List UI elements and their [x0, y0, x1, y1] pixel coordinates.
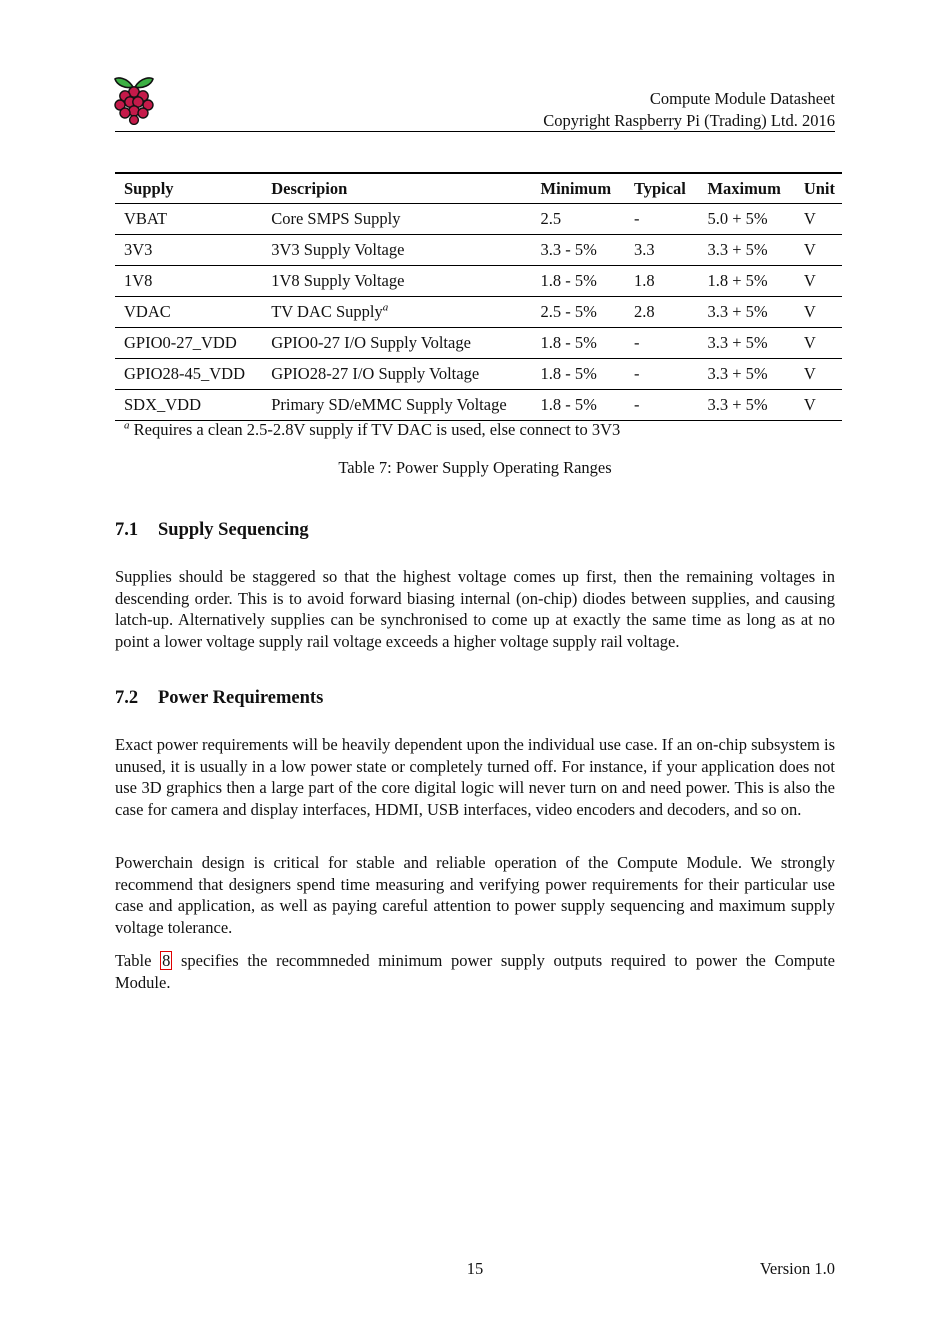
- cell-description: 3V3 Supply Voltage: [271, 240, 405, 259]
- section-title: Power Requirements: [158, 688, 324, 708]
- cell-unit: V: [803, 333, 816, 352]
- cell-description: Primary SD/eMMC Supply Voltage: [271, 395, 507, 414]
- cell-unit: V: [803, 271, 816, 290]
- table-row: [115, 297, 842, 328]
- footnote-text: Requires a clean 2.5-2.8V supply if TV DAC is used, else connect to 3V3: [133, 420, 621, 439]
- cell-typical: -: [633, 364, 640, 383]
- table-header-row: [115, 173, 842, 204]
- cell-minimum: 3.3 - 5%: [540, 240, 597, 259]
- cell-description: GPIO28-27 I/O Supply Voltage: [271, 364, 480, 383]
- cell-supply: VDAC: [124, 302, 171, 321]
- table-row: [115, 328, 842, 359]
- cell-maximum: 3.3 + 5%: [707, 364, 768, 383]
- cell-maximum: 5.0 + 5%: [707, 209, 768, 228]
- cell-supply: 3V3: [124, 240, 153, 259]
- cell-typical: 3.3: [633, 240, 655, 259]
- cell-typical: -: [633, 333, 640, 352]
- col-header-typical: Typical: [633, 178, 686, 198]
- table-row: [115, 204, 842, 235]
- header-rule: [115, 131, 835, 132]
- cell-description: GPIO0-27 I/O Supply Voltage: [271, 333, 471, 352]
- col-header-maximum: Maximum: [707, 178, 781, 198]
- paragraph: Powerchain design is critical for stable and reliable operation of the Compute Module. We strongly recommend that designers spend time measuring and verifying power requirements for their particular use case and application, as well as paying careful attention to power supply sequencing and maximum supply voltage tolerance.: [115, 853, 835, 938]
- table-row: [115, 235, 842, 266]
- section-heading-supply-sequencing: [115, 520, 309, 541]
- cell-typical: 1.8: [633, 271, 655, 290]
- cell-description: [262, 297, 531, 328]
- table-row: [115, 359, 842, 390]
- cell-maximum: 1.8 + 5%: [707, 271, 768, 290]
- cell-minimum: 2.5 - 5%: [540, 302, 597, 321]
- cell-maximum: 3.3 + 5%: [707, 302, 768, 321]
- cell-supply: GPIO28-45_VDD: [124, 364, 245, 383]
- header-doc-title: Compute Module Datasheet: [649, 89, 835, 108]
- paragraph: Exact power requirements will be heavily dependent upon the individual use case. If an on-chip subsystem is unused, it is usually in a low power state or completely turned off. For instance, if your application does not use 3D graphics then a large part of the core digital logic will never turn on and need power. This is also the case for camera and display interfaces, HDMI, USB interfaces, video encoders and decoders, and so on.: [115, 735, 835, 820]
- col-header-supply: Supply: [124, 178, 174, 198]
- col-header-unit: Unit: [803, 178, 835, 198]
- page-number: 15: [466, 1259, 484, 1278]
- cell-description-text: TV DAC Supply: [271, 302, 383, 321]
- raspberry-pi-logo-icon: [113, 75, 155, 125]
- table-row: [115, 390, 842, 421]
- paragraph: Supplies should be staggered so that the highest voltage comes up first, then the remaining voltages in descending order. This is to avoid forward biasing internal (on-chip) diodes between supplies, and causing latch-up. Alternatively supplies can be synchronised to come up at exactly the same time as long as at no point a lower voltage supply rail voltage exceeds a higher voltage supply rail voltage.: [115, 567, 835, 652]
- table-footnote: [124, 420, 620, 440]
- cell-maximum: 3.3 + 5%: [707, 333, 768, 352]
- table-reference-link[interactable]: 8: [162, 951, 171, 970]
- cell-minimum: 1.8 - 5%: [540, 364, 597, 383]
- header-copyright: Copyright Raspberry Pi (Trading) Ltd. 2016: [543, 111, 835, 130]
- section-number: 7.2: [115, 688, 139, 708]
- table-caption: Table 7: Power Supply Operating Ranges: [338, 458, 612, 477]
- cell-supply: VBAT: [124, 209, 168, 228]
- cell-minimum: 1.8 - 5%: [540, 271, 597, 290]
- cell-description: Core SMPS Supply: [271, 209, 401, 228]
- cell-supply: GPIO0-27_VDD: [124, 333, 237, 352]
- paragraph: [115, 950, 835, 993]
- cell-maximum: 3.3 + 5%: [707, 240, 768, 259]
- cell-minimum: 2.5: [540, 209, 562, 228]
- cell-unit: V: [803, 240, 816, 259]
- version-label: Version 1.0: [759, 1259, 835, 1278]
- cell-minimum: 1.8 - 5%: [540, 333, 597, 352]
- cell-unit: V: [803, 302, 816, 321]
- page-header: [543, 88, 835, 132]
- col-header-minimum: Minimum: [540, 178, 612, 198]
- cell-minimum: 1.8 - 5%: [540, 395, 597, 414]
- cell-typical: -: [633, 209, 640, 228]
- table-row: [115, 266, 842, 297]
- cell-supply: SDX_VDD: [124, 395, 202, 414]
- section-number: 7.1: [115, 520, 139, 540]
- cell-maximum: 3.3 + 5%: [707, 395, 768, 414]
- cell-description: 1V8 Supply Voltage: [271, 271, 405, 290]
- cell-supply: 1V8: [124, 271, 153, 290]
- col-header-description: Descripion: [271, 178, 348, 198]
- section-heading-power-requirements: [115, 688, 323, 709]
- paragraph-text: Table: [115, 951, 152, 970]
- power-supply-table: [115, 172, 842, 421]
- cell-typical: 2.8: [633, 302, 655, 321]
- cell-unit: V: [803, 209, 816, 228]
- cell-unit: V: [803, 364, 816, 383]
- footnote-marker: a: [382, 301, 389, 314]
- paragraph-text: specifies the recommneded minimum power supply outputs required to power the Compute Module.: [115, 951, 835, 992]
- cell-unit: V: [803, 395, 816, 414]
- cell-typical: -: [633, 395, 640, 414]
- section-title: Supply Sequencing: [158, 520, 309, 540]
- footnote-mark: a: [124, 419, 130, 432]
